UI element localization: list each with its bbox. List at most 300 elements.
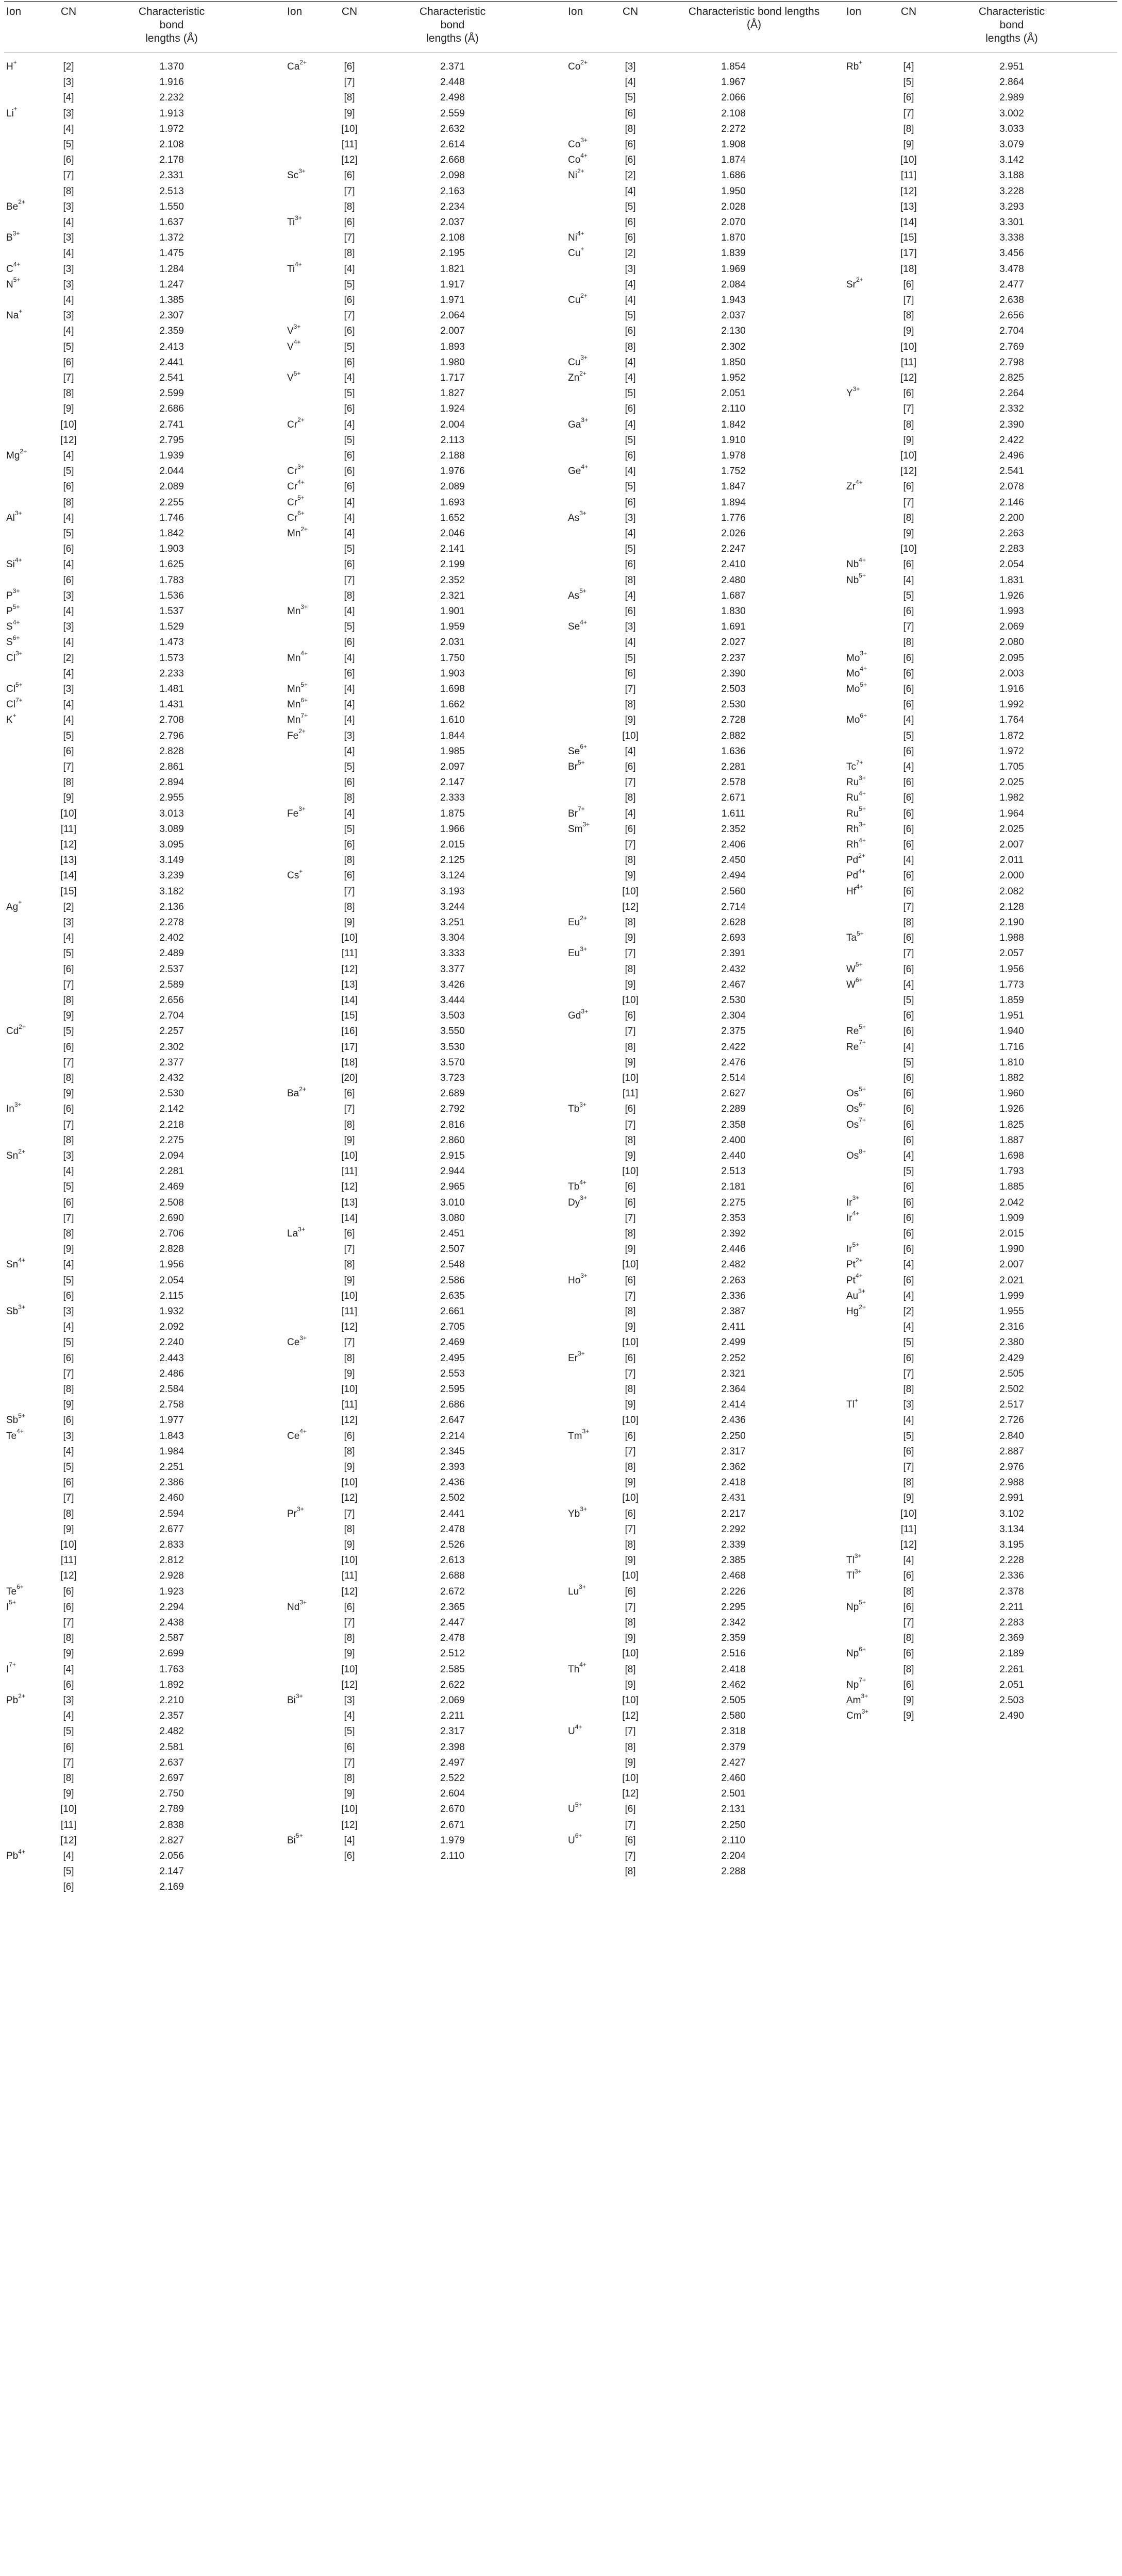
ion-label: $Fe^{3+}$ bbox=[287, 805, 306, 819]
coordination-number: [6] bbox=[903, 1228, 914, 1239]
bond-length-value: 2.365 bbox=[440, 1601, 465, 1613]
coordination-number: [5] bbox=[344, 434, 355, 446]
bond-length-value: 2.537 bbox=[159, 963, 184, 975]
bond-length-value: 3.134 bbox=[999, 1523, 1024, 1535]
coordination-number: [6] bbox=[903, 1104, 914, 1115]
coordination-number: [18] bbox=[341, 1057, 358, 1068]
coordination-number: [8] bbox=[903, 1633, 914, 1644]
header-bond-length: bond bbox=[440, 19, 465, 31]
ion-label: $Se^{6+}$ bbox=[568, 743, 587, 757]
bond-length-value: 3.550 bbox=[440, 1026, 465, 1037]
coordination-number: [4] bbox=[63, 326, 74, 337]
coordination-number: [5] bbox=[903, 590, 914, 601]
coordination-number: [8] bbox=[625, 123, 636, 134]
bond-length-value: 1.698 bbox=[440, 684, 465, 694]
coordination-number: [10] bbox=[622, 886, 639, 897]
ion-label: $Ir^{4+}$ bbox=[846, 1210, 860, 1224]
coordination-number: [10] bbox=[622, 1570, 639, 1582]
bond-length-value: 2.812 bbox=[159, 1555, 184, 1566]
coordination-number: [4] bbox=[903, 61, 914, 72]
coordination-number: [11] bbox=[900, 1523, 917, 1535]
bond-length-value: 2.084 bbox=[721, 279, 746, 290]
bond-length-value: 1.610 bbox=[440, 715, 465, 726]
bond-length-value: 1.752 bbox=[721, 466, 746, 477]
bond-length-value: 2.795 bbox=[159, 434, 184, 446]
bond-length-value: 2.007 bbox=[999, 1259, 1024, 1270]
coordination-number: [9] bbox=[625, 1244, 636, 1255]
bond-length-value: 2.131 bbox=[721, 1804, 746, 1815]
ion-label: $Nb^{5+}$ bbox=[846, 572, 866, 586]
coordination-number: [15] bbox=[900, 232, 917, 244]
ion-label: $Sr^{2+}$ bbox=[846, 276, 863, 290]
ion-label: $Mo^{4+}$ bbox=[846, 665, 867, 679]
coordination-number: [3] bbox=[903, 1399, 914, 1411]
coordination-number: [4] bbox=[903, 1290, 914, 1301]
ion-label: $Ti^{4+}$ bbox=[287, 261, 302, 275]
bond-length-value: 2.825 bbox=[999, 372, 1024, 383]
coordination-number: [5] bbox=[625, 92, 636, 104]
bond-length-value: 1.988 bbox=[999, 933, 1024, 944]
bond-length-value: 2.693 bbox=[721, 933, 746, 944]
ion-label: $Zn^{2+}$ bbox=[568, 369, 587, 383]
coordination-number: [6] bbox=[63, 1882, 74, 1893]
bond-length-value: 2.094 bbox=[159, 1150, 184, 1161]
coordination-number: [3] bbox=[63, 1430, 74, 1442]
coordination-number: [4] bbox=[63, 933, 74, 944]
bond-length-value: 2.490 bbox=[999, 1710, 1024, 1722]
ion-label: $Ta^{5+}$ bbox=[846, 929, 864, 944]
ion-label: $Os^{8+}$ bbox=[846, 1147, 866, 1161]
bond-length-value: 1.842 bbox=[721, 419, 746, 430]
bond-length-value: 1.909 bbox=[999, 1212, 1024, 1224]
bond-length-value: 2.728 bbox=[721, 715, 746, 726]
bond-length-value: 1.827 bbox=[440, 388, 465, 399]
bond-length-value: 2.321 bbox=[440, 590, 465, 601]
coordination-number: [5] bbox=[903, 1430, 914, 1442]
bond-length-value: 2.021 bbox=[999, 1275, 1024, 1286]
coordination-number: [5] bbox=[344, 1726, 355, 1737]
bond-length-value: 2.422 bbox=[999, 434, 1024, 446]
coordination-number: [6] bbox=[903, 823, 914, 835]
ion-label: $Pd^{2+}$ bbox=[846, 852, 865, 866]
bond-length-value: 2.288 bbox=[721, 1866, 746, 1877]
ion-label: $C^{4+}$ bbox=[6, 261, 21, 275]
bond-length-value: 2.827 bbox=[159, 1835, 184, 1846]
bond-length-value: 2.037 bbox=[440, 217, 465, 228]
coordination-number: [12] bbox=[341, 1679, 358, 1690]
bond-length-value: 1.536 bbox=[159, 590, 184, 601]
coordination-number: [14] bbox=[900, 217, 917, 228]
bond-length-value: 2.345 bbox=[440, 1446, 465, 1457]
coordination-number: [6] bbox=[903, 792, 914, 804]
ion-label: $Ga^{3+}$ bbox=[568, 416, 589, 430]
coordination-number: [8] bbox=[344, 1523, 355, 1535]
bond-length-value: 1.951 bbox=[999, 1010, 1024, 1022]
bond-length-value: 2.541 bbox=[159, 372, 184, 383]
bond-length-value: 2.178 bbox=[159, 155, 184, 166]
bond-length-value: 2.218 bbox=[159, 1119, 184, 1130]
ion-label: $Pt^{2+}$ bbox=[846, 1257, 863, 1270]
bond-length-value: 1.872 bbox=[999, 730, 1024, 741]
coordination-number: [13] bbox=[341, 1197, 358, 1208]
bond-length-value: 2.489 bbox=[159, 948, 184, 959]
coordination-number: [12] bbox=[341, 1321, 358, 1333]
bond-length-value: 2.250 bbox=[721, 1819, 746, 1831]
coordination-number: [4] bbox=[63, 1166, 74, 1177]
coordination-number: [4] bbox=[344, 699, 355, 710]
ion-label: $I^{7+}$ bbox=[6, 1661, 16, 1675]
coordination-number: [5] bbox=[63, 730, 74, 741]
coordination-number: [6] bbox=[625, 1352, 636, 1364]
coordination-number: [6] bbox=[625, 1508, 636, 1519]
bond-length-value: 2.390 bbox=[999, 419, 1024, 430]
bond-length-value: 2.502 bbox=[999, 1384, 1024, 1395]
ion-label: $In^{3+}$ bbox=[6, 1101, 22, 1115]
bond-length-value: 1.967 bbox=[721, 77, 746, 88]
bond-length-value: 2.613 bbox=[440, 1555, 465, 1566]
header-cn: CN bbox=[60, 6, 77, 18]
bond-length-value: 1.529 bbox=[159, 621, 184, 633]
coordination-number: [6] bbox=[344, 839, 355, 850]
coordination-number: [7] bbox=[625, 1601, 636, 1613]
coordination-number: [8] bbox=[903, 917, 914, 928]
coordination-number: [10] bbox=[622, 1073, 639, 1083]
bond-length-value: 2.915 bbox=[440, 1150, 465, 1161]
coordination-number: [6] bbox=[903, 92, 914, 104]
bond-length-value: 2.530 bbox=[159, 1088, 184, 1099]
bond-length-value: 2.413 bbox=[159, 341, 184, 352]
ion-label: $Am^{3+}$ bbox=[846, 1692, 868, 1706]
bond-length-value: 1.926 bbox=[999, 1104, 1024, 1115]
bond-length-value: 1.746 bbox=[159, 512, 184, 523]
coordination-number: [10] bbox=[341, 123, 358, 134]
bond-length-value: 1.917 bbox=[440, 279, 465, 290]
ion-label: $Sc^{3+}$ bbox=[287, 167, 306, 181]
ion-label: $Ce^{4+}$ bbox=[287, 1428, 307, 1442]
coordination-number: [9] bbox=[625, 1057, 636, 1068]
coordination-number: [9] bbox=[903, 1710, 914, 1722]
ion-label: $Mo^{5+}$ bbox=[846, 681, 867, 694]
bond-length-value: 2.991 bbox=[999, 1493, 1024, 1504]
bond-length-value: 1.636 bbox=[721, 745, 746, 757]
coordination-number: [9] bbox=[903, 326, 914, 337]
coordination-number: [7] bbox=[344, 1617, 355, 1628]
bond-length-value: 1.964 bbox=[999, 808, 1024, 819]
coordination-number: [9] bbox=[625, 1399, 636, 1411]
coordination-number: [6] bbox=[625, 1835, 636, 1846]
bond-length-value: 2.169 bbox=[159, 1882, 184, 1893]
bond-length-value: 1.870 bbox=[721, 232, 746, 244]
coordination-number: [7] bbox=[625, 1119, 636, 1130]
bond-length-value: 2.015 bbox=[440, 839, 465, 850]
coordination-number: [8] bbox=[625, 1041, 636, 1053]
bond-length-value: 2.353 bbox=[721, 1212, 746, 1224]
bond-length-value: 2.007 bbox=[999, 839, 1024, 850]
bond-length-value: 1.370 bbox=[159, 61, 184, 72]
ion-label: $Co^{4+}$ bbox=[568, 151, 588, 166]
coordination-number: [6] bbox=[625, 1430, 636, 1442]
coordination-number: [12] bbox=[622, 1788, 639, 1800]
coordination-number: [9] bbox=[625, 1321, 636, 1333]
bond-length-value: 1.926 bbox=[999, 590, 1024, 601]
coordination-number: [3] bbox=[63, 917, 74, 928]
bond-length-value: 2.214 bbox=[440, 1430, 465, 1442]
coordination-number: [4] bbox=[344, 497, 355, 508]
bond-length-value: 2.051 bbox=[721, 388, 746, 399]
coordination-number: [4] bbox=[903, 979, 914, 990]
coordination-number: [6] bbox=[344, 450, 355, 461]
bond-length-value: 2.283 bbox=[999, 1617, 1024, 1628]
coordination-number: [7] bbox=[63, 170, 74, 181]
coordination-number: [8] bbox=[63, 1508, 74, 1519]
coordination-number: [8] bbox=[344, 901, 355, 912]
bond-length-value: 2.108 bbox=[721, 108, 746, 119]
bond-length-value: 2.003 bbox=[999, 668, 1024, 679]
bond-length-value: 2.333 bbox=[440, 792, 465, 804]
bond-length-value: 1.854 bbox=[721, 61, 746, 72]
coordination-number: [10] bbox=[622, 1415, 639, 1426]
bond-length-value: 1.952 bbox=[721, 372, 746, 383]
bond-length-value: 2.697 bbox=[159, 1773, 184, 1784]
bond-length-value: 3.444 bbox=[440, 995, 465, 1006]
header-bond-length: Characteristic bbox=[138, 6, 205, 18]
bond-length-value: 2.377 bbox=[159, 1057, 184, 1068]
bond-length-value: 2.792 bbox=[440, 1104, 465, 1115]
bond-length-value: 2.429 bbox=[999, 1352, 1024, 1364]
ion-label: $Te^{4+}$ bbox=[6, 1428, 24, 1442]
ion-label: $Lu^{3+}$ bbox=[568, 1583, 586, 1597]
coordination-number: [7] bbox=[344, 232, 355, 244]
coordination-number: [8] bbox=[344, 1773, 355, 1784]
coordination-number: [4] bbox=[63, 123, 74, 134]
ion-label: $Mn^{4+}$ bbox=[287, 650, 308, 664]
bond-length-value: 2.436 bbox=[440, 1477, 465, 1488]
coordination-number: [7] bbox=[903, 108, 914, 119]
coordination-number: [8] bbox=[344, 1352, 355, 1364]
coordination-number: [6] bbox=[344, 295, 355, 306]
coordination-number: [11] bbox=[900, 357, 917, 368]
bond-length-value: 2.560 bbox=[721, 886, 746, 897]
ion-label: $Si^{4+}$ bbox=[6, 556, 22, 570]
bond-length-value: 2.026 bbox=[721, 528, 746, 539]
coordination-number: [4] bbox=[625, 372, 636, 383]
coordination-number: [6] bbox=[344, 1088, 355, 1099]
coordination-number: [7] bbox=[625, 1290, 636, 1301]
coordination-number: [9] bbox=[344, 1134, 355, 1146]
coordination-number: [4] bbox=[63, 637, 74, 648]
bond-length-value: 2.136 bbox=[159, 901, 184, 912]
ion-label: $Ru^{3+}$ bbox=[846, 774, 866, 788]
coordination-number: [8] bbox=[63, 388, 74, 399]
coordination-number: [7] bbox=[903, 1462, 914, 1472]
coordination-number: [4] bbox=[63, 450, 74, 461]
bond-length-value: 2.108 bbox=[159, 139, 184, 150]
bond-length-value: 2.507 bbox=[440, 1244, 465, 1255]
bond-length-value: 3.182 bbox=[159, 886, 184, 897]
bond-length-value: 1.431 bbox=[159, 699, 184, 710]
coordination-number: [6] bbox=[903, 606, 914, 617]
bond-length-value: 2.007 bbox=[440, 326, 465, 337]
coordination-number: [12] bbox=[341, 1181, 358, 1193]
coordination-number: [5] bbox=[63, 1866, 74, 1877]
coordination-number: [6] bbox=[903, 699, 914, 710]
bond-length-value: 1.966 bbox=[440, 823, 465, 835]
bond-length-value: 2.240 bbox=[159, 1337, 184, 1348]
bond-length-value: 2.705 bbox=[440, 1321, 465, 1333]
coordination-number: [8] bbox=[625, 341, 636, 352]
bond-length-value: 2.789 bbox=[159, 1804, 184, 1815]
bond-length-value: 2.089 bbox=[440, 481, 465, 493]
ion-label: $V^{4+}$ bbox=[287, 338, 301, 352]
coordination-number: [9] bbox=[344, 1275, 355, 1286]
bond-length-value: 2.289 bbox=[721, 1104, 746, 1115]
coordination-number: [3] bbox=[63, 590, 74, 601]
coordination-number: [3] bbox=[63, 279, 74, 290]
bond-length-value: 2.263 bbox=[999, 528, 1024, 539]
coordination-number: [3] bbox=[625, 61, 636, 72]
bond-length-value: 2.217 bbox=[721, 1508, 746, 1519]
bond-length-value: 2.672 bbox=[440, 1586, 465, 1597]
bond-length-value: 2.688 bbox=[440, 1570, 465, 1582]
coordination-number: [8] bbox=[344, 792, 355, 804]
bond-length-value: 2.110 bbox=[440, 1851, 465, 1861]
bond-length-value: 2.272 bbox=[721, 123, 746, 134]
bond-length-value: 2.505 bbox=[721, 1695, 746, 1706]
coordination-number: [6] bbox=[344, 466, 355, 477]
bond-length-value: 2.331 bbox=[159, 170, 184, 181]
ion-label: $Re^{7+}$ bbox=[846, 1039, 866, 1053]
bond-length-value: 1.847 bbox=[721, 481, 746, 493]
coordination-number: [6] bbox=[625, 217, 636, 228]
bond-length-value: 2.988 bbox=[999, 1477, 1024, 1488]
bond-length-value: 2.342 bbox=[721, 1617, 746, 1628]
coordination-number: [6] bbox=[903, 1026, 914, 1037]
coordination-number: [11] bbox=[341, 1306, 358, 1317]
bond-length-value: 3.193 bbox=[440, 886, 465, 897]
coordination-number: [12] bbox=[622, 901, 639, 912]
coordination-number: [5] bbox=[63, 1726, 74, 1737]
ion-label: Cu+ bbox=[568, 245, 584, 259]
bond-length-value: 2.028 bbox=[721, 201, 746, 212]
ion-label: $Ni^{2+}$ bbox=[568, 167, 584, 181]
bond-length-value: 1.923 bbox=[159, 1586, 184, 1597]
bond-length-value: 3.102 bbox=[999, 1508, 1024, 1519]
bond-length-value: 2.044 bbox=[159, 466, 184, 477]
bond-length-value: 2.860 bbox=[440, 1134, 465, 1146]
coordination-number: [5] bbox=[63, 466, 74, 477]
coordination-number: [8] bbox=[63, 1073, 74, 1083]
header-bond-length: Characteristic bond lengths (Å) bbox=[688, 6, 820, 30]
ion-label: $Cr^{5+}$ bbox=[287, 494, 305, 508]
coordination-number: [6] bbox=[344, 1741, 355, 1753]
bond-length-value: 2.578 bbox=[721, 777, 746, 788]
coordination-number: [5] bbox=[63, 528, 74, 539]
coordination-number: [10] bbox=[341, 1664, 358, 1675]
coordination-number: [3] bbox=[625, 263, 636, 275]
bond-length-value: 3.723 bbox=[440, 1073, 465, 1083]
coordination-number: [18] bbox=[900, 263, 917, 275]
bond-length-value: 2.677 bbox=[159, 1523, 184, 1535]
coordination-number: [7] bbox=[344, 1244, 355, 1255]
ion-label: $La^{3+}$ bbox=[287, 1225, 305, 1239]
coordination-number: [5] bbox=[63, 1026, 74, 1037]
bond-length-value: 2.462 bbox=[721, 1679, 746, 1690]
coordination-number: [9] bbox=[903, 528, 914, 539]
coordination-number: [6] bbox=[625, 1804, 636, 1815]
bond-length-value: 2.553 bbox=[440, 1368, 465, 1379]
ion-label: Ag+ bbox=[6, 899, 22, 912]
coordination-number: [6] bbox=[903, 1275, 914, 1286]
coordination-number: [12] bbox=[900, 372, 917, 383]
ion-label: $U^{4+}$ bbox=[568, 1723, 582, 1737]
coordination-number: [6] bbox=[903, 481, 914, 493]
bond-length-value: 2.375 bbox=[721, 1026, 746, 1037]
coordination-number: [7] bbox=[903, 403, 914, 415]
bond-length-value: 2.418 bbox=[721, 1664, 746, 1675]
bond-length-value: 2.317 bbox=[721, 1446, 746, 1457]
coordination-number: [7] bbox=[63, 1757, 74, 1768]
bond-length-value: 1.960 bbox=[999, 1088, 1024, 1099]
bond-length-value: 2.255 bbox=[159, 497, 184, 508]
bond-length-value: 2.189 bbox=[999, 1648, 1024, 1659]
coordination-number: [6] bbox=[903, 1679, 914, 1690]
coordination-number: [4] bbox=[63, 1851, 74, 1861]
bond-length-value: 2.816 bbox=[440, 1119, 465, 1130]
bond-length-value: 1.247 bbox=[159, 279, 184, 290]
coordination-number: [15] bbox=[60, 886, 77, 897]
coordination-number: [7] bbox=[63, 1617, 74, 1628]
bond-length-value: 2.594 bbox=[159, 1508, 184, 1519]
bond-length-value: 3.251 bbox=[440, 917, 465, 928]
bond-length-value: 1.875 bbox=[440, 808, 465, 819]
coordination-number: [7] bbox=[625, 1851, 636, 1861]
bond-length-value: 3.002 bbox=[999, 108, 1024, 119]
coordination-number: [6] bbox=[63, 357, 74, 368]
header-bond-length: bond bbox=[999, 19, 1024, 31]
ion-label: $Hf^{4+}$ bbox=[846, 883, 863, 897]
bond-length-value: 2.422 bbox=[721, 1041, 746, 1053]
coordination-number: [5] bbox=[625, 201, 636, 212]
header-ion: Ion bbox=[6, 6, 22, 18]
bond-length-value: 1.550 bbox=[159, 201, 184, 212]
coordination-number: [9] bbox=[903, 1493, 914, 1504]
coordination-number: [6] bbox=[63, 481, 74, 493]
header-ion: Ion bbox=[568, 6, 583, 18]
coordination-number: [4] bbox=[63, 1664, 74, 1675]
ion-label: $Os^{6+}$ bbox=[846, 1101, 866, 1115]
bond-length-value: 2.686 bbox=[440, 1399, 465, 1411]
bond-length-value: 1.892 bbox=[159, 1679, 184, 1690]
bond-length-value: 3.095 bbox=[159, 839, 184, 850]
bond-length-value: 2.517 bbox=[999, 1399, 1024, 1411]
coordination-number: [10] bbox=[622, 1695, 639, 1706]
ion-label: $Tb^{4+}$ bbox=[568, 1179, 587, 1193]
bond-length-value: 2.097 bbox=[440, 761, 465, 772]
bond-length-value: 1.859 bbox=[999, 995, 1024, 1006]
ion-label: $Sn^{2+}$ bbox=[6, 1147, 25, 1161]
bond-length-value: 1.903 bbox=[440, 668, 465, 679]
ion-label: $Br^{5+}$ bbox=[568, 758, 585, 772]
ion-label: $Sb^{5+}$ bbox=[6, 1412, 25, 1426]
coordination-number: [2] bbox=[903, 1306, 914, 1317]
ion-label: $Zr^{4+}$ bbox=[846, 479, 863, 493]
bond-length-value: 1.693 bbox=[440, 497, 465, 508]
coordination-number: [4] bbox=[63, 512, 74, 523]
ion-label: $Cr^{2+}$ bbox=[287, 416, 305, 430]
bond-length-value: 1.999 bbox=[999, 1290, 1024, 1301]
coordination-number: [9] bbox=[903, 1695, 914, 1706]
ion-label: $V^{5+}$ bbox=[287, 369, 301, 383]
